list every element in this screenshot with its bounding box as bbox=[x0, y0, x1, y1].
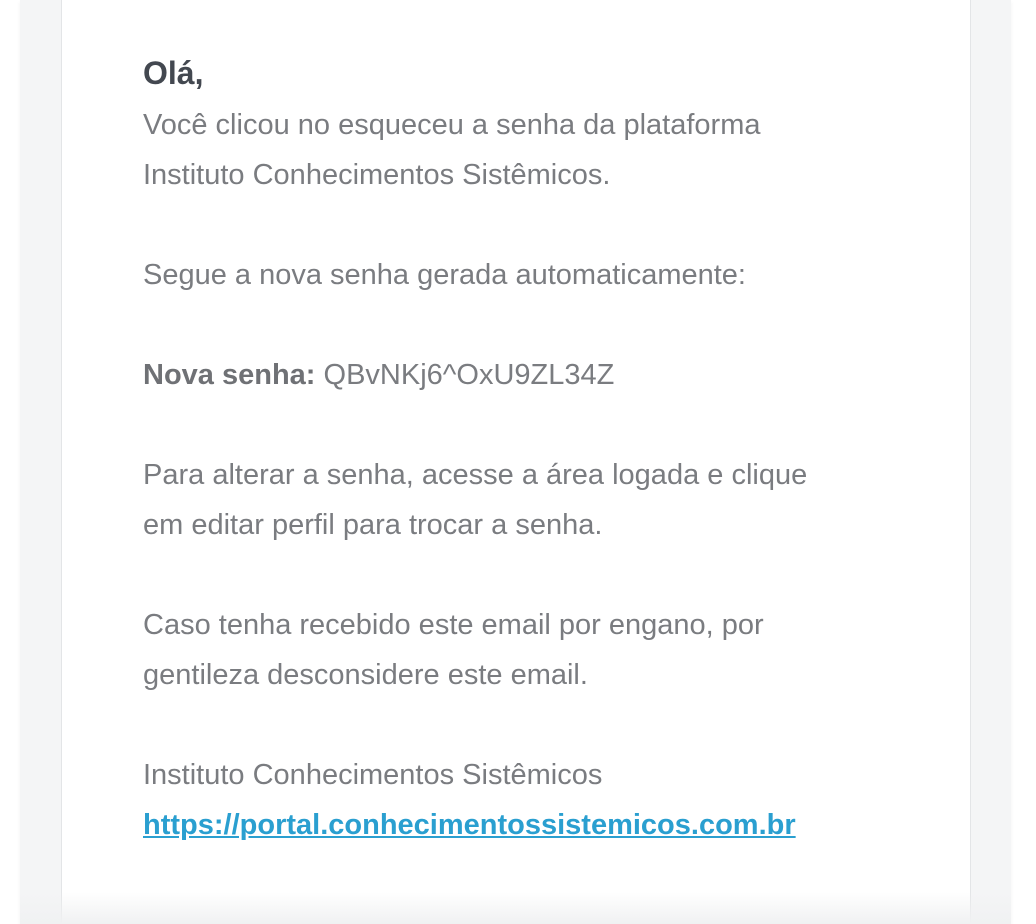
greeting-heading: Olá, bbox=[143, 55, 204, 91]
spacer bbox=[143, 300, 923, 350]
mistake-line-1: Caso tenha recebido este email por engano, por bbox=[143, 609, 764, 641]
spacer bbox=[143, 400, 923, 450]
change-password-line-1: Para alterar a senha, acesse a área logada e clique bbox=[143, 459, 808, 491]
password-row bbox=[143, 350, 923, 400]
new-password-intro: Segue a nova senha gerada automaticamente: bbox=[143, 259, 746, 291]
spacer bbox=[143, 550, 923, 600]
password-value: QBvNKj6^OxU9ZL34Z bbox=[323, 359, 615, 391]
signature: Instituto Conhecimentos Sistêmicos bbox=[143, 759, 603, 791]
spacer bbox=[143, 700, 923, 750]
portal-link[interactable]: https://portal.conhecimentossistemicos.com.br bbox=[143, 809, 796, 841]
intro-line-2: Instituto Conhecimentos Sistêmicos. bbox=[143, 159, 611, 191]
change-password-line-2: em editar perfil para trocar a senha. bbox=[143, 509, 603, 541]
password-label: Nova senha: bbox=[143, 359, 316, 391]
intro-line-1: Você clicou no esqueceu a senha da plataforma bbox=[143, 109, 761, 141]
email-body bbox=[143, 50, 923, 850]
bottom-shade bbox=[20, 892, 1011, 924]
spacer bbox=[143, 200, 923, 250]
portal-link-row bbox=[143, 800, 923, 850]
mistake-line-2: gentileza desconsidere este email. bbox=[143, 659, 588, 691]
